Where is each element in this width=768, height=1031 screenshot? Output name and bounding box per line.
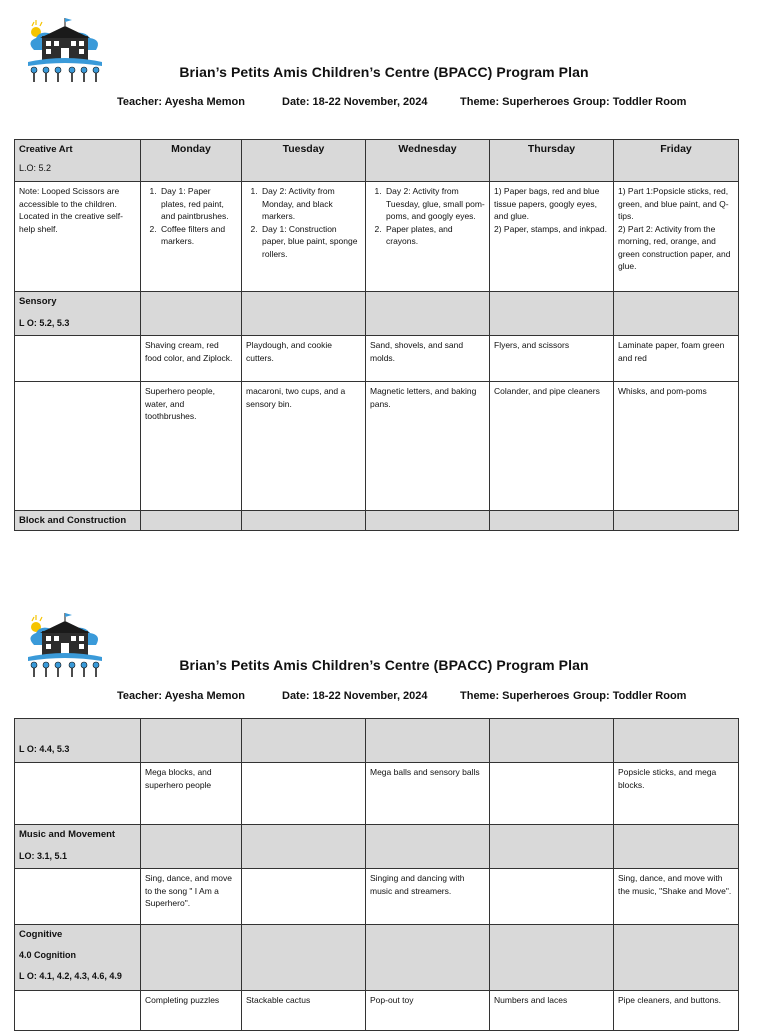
cognitive-wednesday: Pop-out toy — [366, 991, 490, 1031]
teacher-label: Teacher: Ayesha Memon — [117, 690, 245, 702]
block-thursday — [490, 763, 614, 825]
teacher-label: Teacher: Ayesha Memon — [117, 96, 245, 108]
creative-note: Note: Looped Scissors are accessible to the children. Located in the creative self-help shelf. — [15, 182, 141, 292]
page-title: Brian’s Petits Amis Children’s Centre (BPACC) Program Plan — [179, 657, 589, 673]
creative-monday-cell: 1. Day 1: Paper plates, red paint, and paintbrushes. 2. Coffee filters and markers. — [141, 182, 242, 292]
block-tuesday — [242, 763, 366, 825]
sensory-wednesday-1: Sand, shovels, and sand molds. — [366, 336, 490, 382]
sensory-friday-1: Laminate paper, foam green and red — [614, 336, 739, 382]
sensory-friday-2: Whisks, and pom-poms — [614, 382, 739, 511]
sensory-monday-1: Shaving cream, red food color, and Ziplock. — [141, 336, 242, 382]
sensory-thursday-2: Colander, and pipe cleaners — [490, 382, 614, 511]
cognitive-friday: Pipe cleaners, and buttons. — [614, 991, 739, 1031]
block-wednesday: Mega balls and sensory balls — [366, 763, 490, 825]
section-header-sensory: Sensory L O: 5.2, 5.3 — [15, 292, 141, 336]
cognitive-monday: Completing puzzles — [141, 991, 242, 1031]
creative-tuesday-cell: 1. Day 2: Activity from Monday, and black markers. 2. Day 1: Construction paper, blue paint, sponge rollers. — [242, 182, 366, 292]
group-label: Group: Toddler Room — [573, 96, 687, 108]
sensory-wednesday-2: Magnetic letters, and baking pans. — [366, 382, 490, 511]
sensory-tuesday-2: macaroni, two cups, and a sensory bin. — [242, 382, 366, 511]
page-title: Brian’s Petits Amis Children’s Centre (BPACC) Program Plan — [179, 64, 589, 80]
block-friday: Popsicle sticks, and mega blocks. — [614, 763, 739, 825]
date-label: Date: 18-22 November, 2024 — [282, 96, 428, 108]
music-monday: Sing, dance, and move to the song " I Am a Superhero". — [141, 869, 242, 925]
creative-wednesday-cell: 1. Day 2: Activity from Tuesday, glue, small pom-poms, and googly eyes. 2. Paper plates, and crayons. — [366, 182, 490, 292]
program-plan-table-2 — [14, 718, 739, 1031]
program-plan-table-1 — [14, 139, 739, 531]
section-header-creative-art: Creative Art L.O: 5.2 — [15, 140, 141, 182]
sensory-monday-2: Superhero people, water, and toothbrushes. — [141, 382, 242, 511]
cognitive-thursday: Numbers and laces — [490, 991, 614, 1031]
music-friday: Sing, dance, and move with the music, "Shake and Move". — [614, 869, 739, 925]
section-header-music-movement: Music and Movement LO: 3.1, 5.1 — [15, 825, 141, 869]
group-label: Group: Toddler Room — [573, 690, 687, 702]
program-plan-page-2 — [0, 595, 768, 1024]
date-label: Date: 18-22 November, 2024 — [282, 690, 428, 702]
block-monday: Mega blocks, and superhero people — [141, 763, 242, 825]
creative-thursday-cell: 1) Paper bags, red and blue tissue papers, googly eyes, and glue. 2) Paper, stamps, and inkpad. — [490, 182, 614, 292]
day-header-monday: Monday — [141, 140, 242, 182]
music-wednesday: Singing and dancing with music and streamers. — [366, 869, 490, 925]
section-header-block-lo: L O: 4.4, 5.3 — [15, 719, 141, 763]
creative-friday-cell: 1) Part 1:Popsicle sticks, red, green, and blue paint, and Q-tips. 2) Part 2: Activity from the morning, red, orange, and green construction paper, and glue. — [614, 182, 739, 292]
day-header-thursday: Thursday — [490, 140, 614, 182]
sensory-tuesday-1: Playdough, and cookie cutters. — [242, 336, 366, 382]
sensory-thursday-1: Flyers, and scissors — [490, 336, 614, 382]
music-tuesday — [242, 869, 366, 925]
cognitive-tuesday: Stackable cactus — [242, 991, 366, 1031]
day-header-tuesday: Tuesday — [242, 140, 366, 182]
section-header-cognitive: Cognitive 4.0 Cognition L O: 4.1, 4.2, 4.3, 4.6, 4.9 — [15, 925, 141, 991]
section-header-block-construction: Block and Construction — [15, 511, 141, 531]
day-header-wednesday: Wednesday — [366, 140, 490, 182]
day-header-friday: Friday — [614, 140, 739, 182]
theme-label: Theme: Superheroes — [460, 96, 570, 108]
theme-label: Theme: Superheroes — [460, 690, 570, 702]
music-thursday — [490, 869, 614, 925]
